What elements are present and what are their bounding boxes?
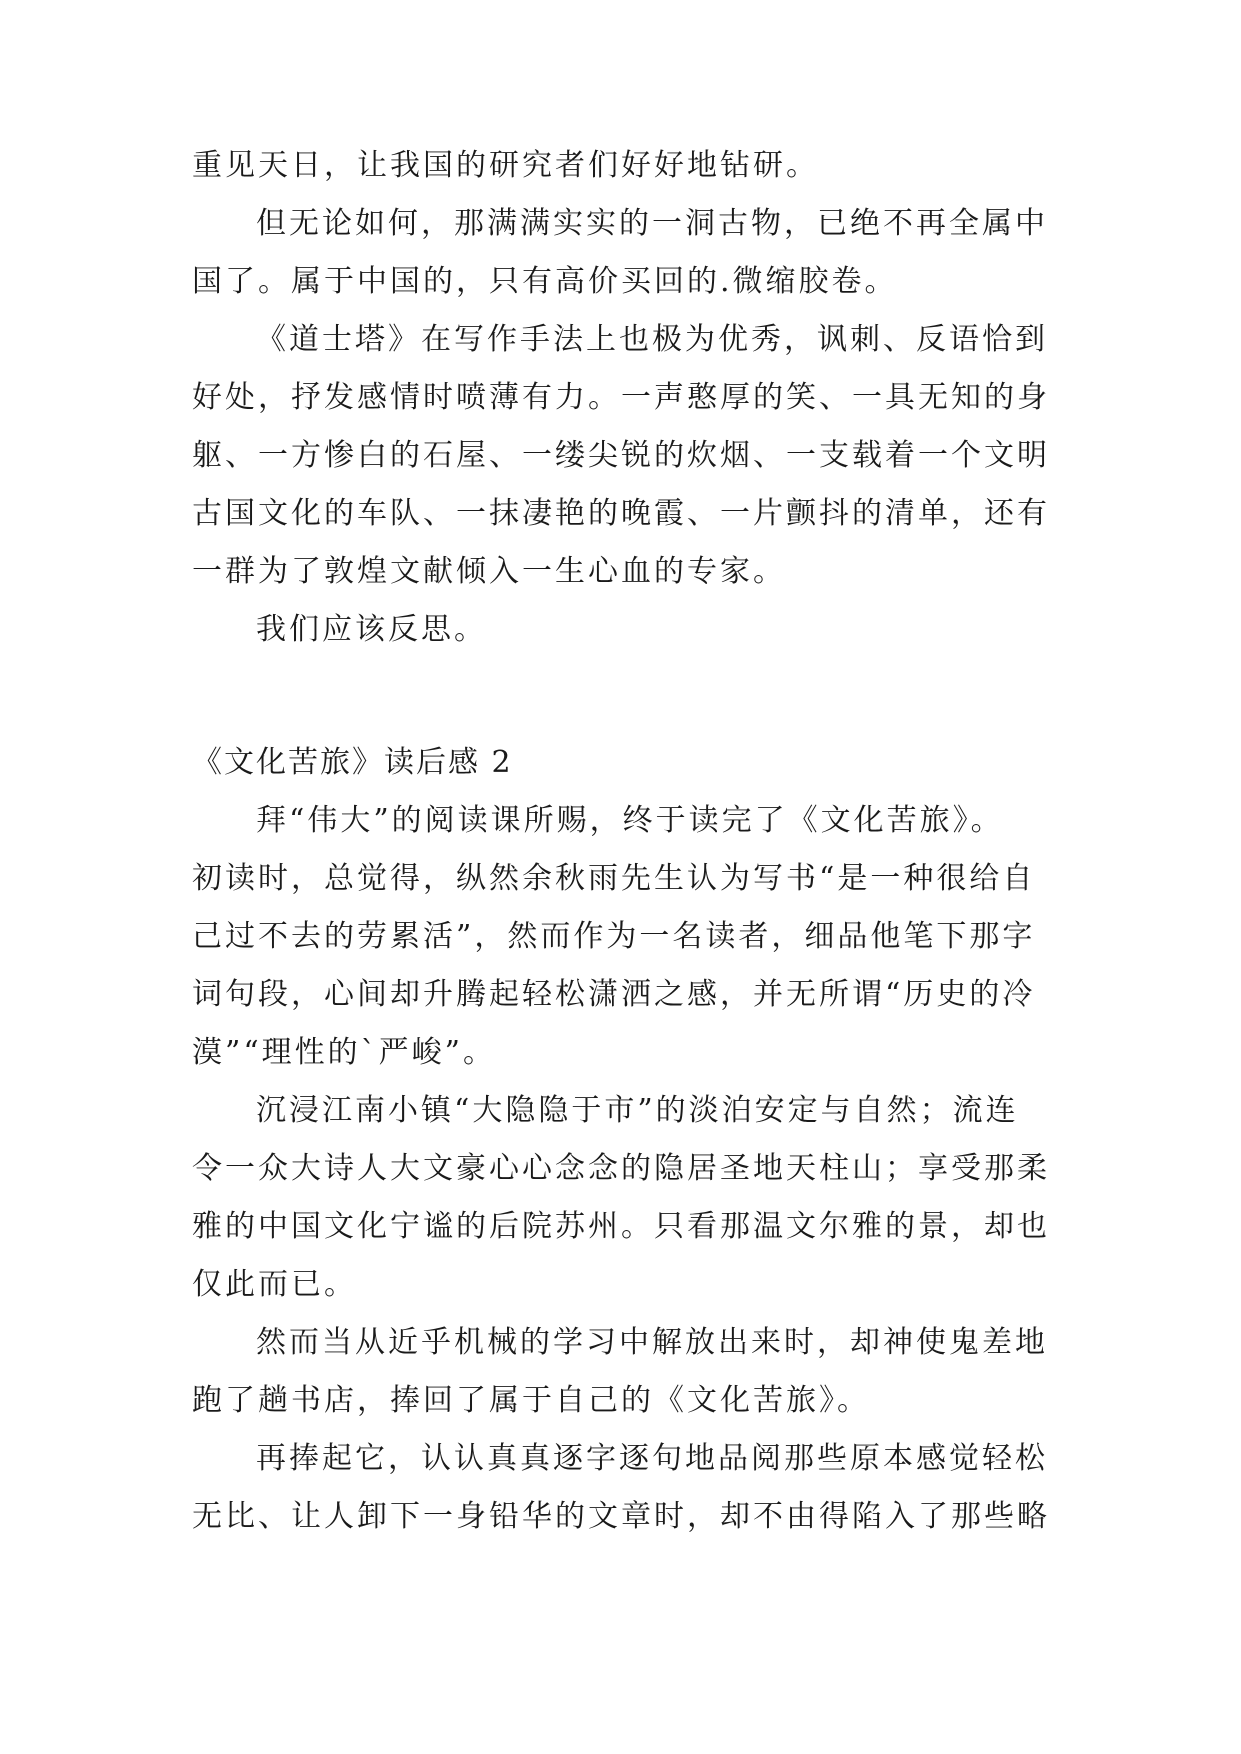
text-line: 好处，抒发感情时喷薄有力。一声憨厚的笑、一具无知的身 bbox=[192, 380, 1050, 415]
text-line: 漠”“理性的`严峻”。 bbox=[192, 1035, 497, 1070]
paragraph-start: 沉浸江南小镇“大隐隐于市”的淡泊安定与自然；流连 bbox=[256, 1093, 1019, 1128]
text-line: 古国文化的车队、一抹凄艳的晚霞、一片颤抖的清单，还有 bbox=[192, 496, 1050, 531]
text-line: 词句段，心间却升腾起轻松潇洒之感，并无所谓“历史的冷 bbox=[192, 977, 1036, 1012]
paragraph-start: 《道士塔》在写作手法上也极为优秀，讽刺、反语恰到 bbox=[256, 322, 1048, 357]
text-line: 己过不去的劳累活”，然而作为一名读者，细品他笔下那字 bbox=[192, 919, 1036, 954]
paragraph-start: 但无论如何，那满满实实的一洞古物，已绝不再全属中 bbox=[256, 206, 1048, 241]
text-line: 初读时，总觉得，纵然余秋雨先生认为写书“是一种很给自 bbox=[192, 861, 1036, 896]
paragraph-start: 拜“伟大”的阅读课所赐，终于读完了《文化苦旅》。 bbox=[256, 803, 1004, 838]
paragraph-start: 再捧起它，认认真真逐字逐句地品阅那些原本感觉轻松 bbox=[256, 1441, 1048, 1476]
text-line: 躯、一方惨白的石屋、一缕尖锐的炊烟、一支载着一个文明 bbox=[192, 438, 1050, 473]
text-line: 仅此而已。 bbox=[192, 1267, 357, 1302]
text-line: 令一众大诗人大文豪心心念念的隐居圣地天柱山；享受那柔 bbox=[192, 1151, 1050, 1186]
text-line: 跑了趟书店，捧回了属于自己的《文化苦旅》。 bbox=[192, 1383, 870, 1418]
text-line: 无比、让人卸下一身铅华的文章时，却不由得陷入了那些略 bbox=[192, 1499, 1050, 1534]
section-heading: 《文化苦旅》读后感 2 bbox=[192, 745, 513, 780]
text-line: 重见天日，让我国的研究者们好好地钻研。 bbox=[192, 148, 819, 183]
text-line: 雅的中国文化宁谧的后院苏州。只看那温文尔雅的景，却也 bbox=[192, 1209, 1050, 1244]
text-line: 一群为了敦煌文献倾入一生心血的专家。 bbox=[192, 554, 786, 589]
paragraph-start: 然而当从近乎机械的学习中解放出来时，却神使鬼差地 bbox=[256, 1325, 1048, 1360]
text-line: 国了。属于中国的，只有高价买回的.微缩胶卷。 bbox=[192, 264, 898, 299]
paragraph-start: 我们应该反思。 bbox=[256, 612, 487, 647]
